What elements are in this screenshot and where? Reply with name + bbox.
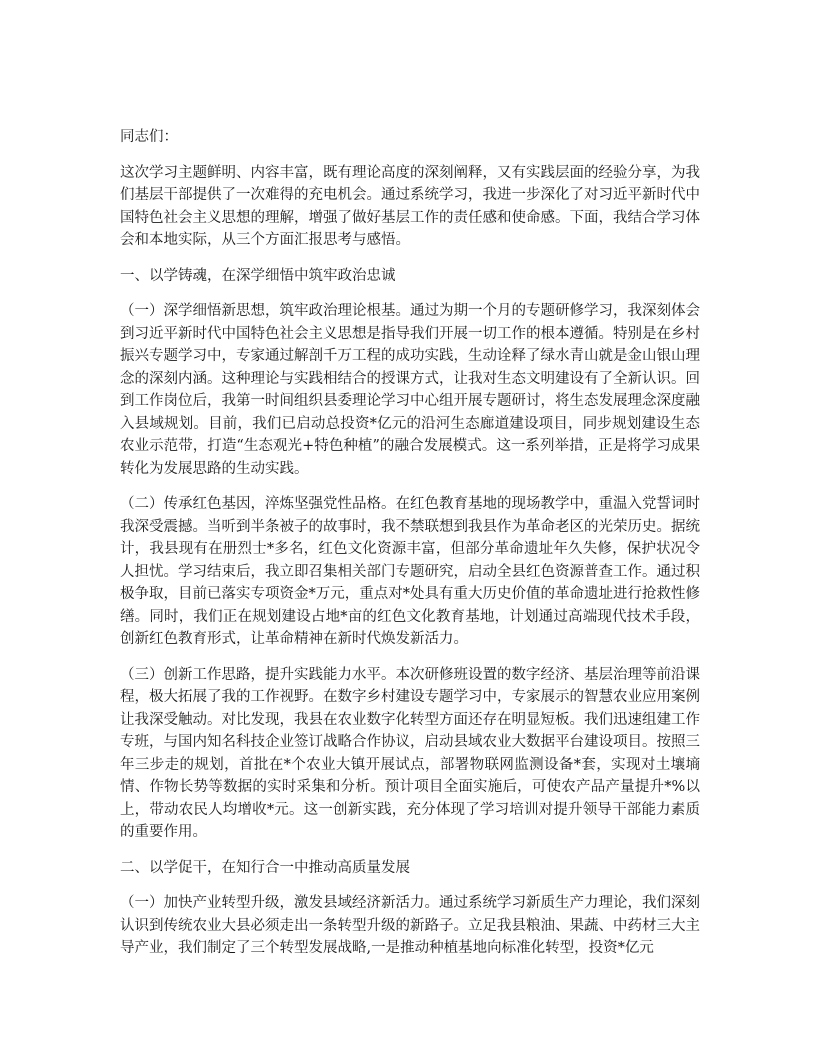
section-heading-2: 二、以学促干，在知行合一中推动高质量发展 [120, 859, 410, 876]
document-page [120, 126, 700, 973]
intro-paragraph: 这次学习主题鲜明、内容丰富，既有理论高度的深刻阐释，又有实践层面的经验分享，为我们基层干部提供了一次难得的充电机会。通过系统学习，我进一步深化了对习近平新时代中国特色社会主义思想的理解，增强了做好基层工作的责任感和使命感。下面，我结合学习体会和本地实际，从三个方面汇报思考与感悟。 [120, 164, 700, 248]
body-paragraph-1-2: （二）传承红色基因，淬炼坚强党性品格。在红色教育基地的现场教学中，重温入党誓词时我深受震撼。当听到半条被子的故事时，我不禁联想到我县作为革命老区的光荣历史。据统计，我县现有在册烈士*多名，红色文化资源丰富，但部分革命遗址年久失修，保护状况令人担忧。学习结束后，我立即召集相关部门专题研究，启动全县红色资源普查工作。通过积极争取，目前已落实专项资金*万元，重点对*处具有重大历史价值的革命遗址进行抢救性修缮。同时，我们正在规划建设占地*亩的红色文化教育基地，计划通过高端现代技术手段，创新红色教育形式，让革命精神在新时代焕发新活力。 [120, 496, 700, 647]
body-paragraph-1-3: （三）创新工作思路，提升实践能力水平。本次研修班设置的数字经济、基层治理等前沿课程，极大拓展了我的工作视野。在数字乡村建设专题学习中，专家展示的智慧农业应用案例让我深受触动。对比发现，我县在农业数字化转型方面还存在明显短板。我们迅速组建工作专班，与国内知名科技企业签订战略合作协议，启动县域农业大数据平台建设项目。按照三年三步走的规划，首批在*个农业大镇开展试点，部署物联网监测设备*套，实现对土壤墒情、作物长势等数据的实时采集和分析。预计项目全面实施后，可使农产品产量提升*%以上，带动农民人均增收*元。这一创新实践，充分体现了学习培训对提升领导干部能力素质的重要作用。 [120, 666, 700, 840]
section-heading-1: 一、以学铸魂，在深学细悟中筑牢政治忠诚 [120, 267, 396, 284]
salutation: 同志们： [120, 129, 178, 145]
body-paragraph-2-1: （一）加快产业转型升级，激发县域经济新活力。通过系统学习新质生产力理论，我们深刻认识到传统农业大县必须走出一条转型升级的新路子。立足我县粮油、果蔬、中药材三大主导产业，我们制定了三个转型发展战略,一是推动种植基地向标准化转型，投资*亿元 [120, 895, 700, 956]
body-paragraph-1-1: （一）深学细悟新思想，筑牢政治理论根基。通过为期一个月的专题研修学习，我深刻体会到习近平新时代中国特色社会主义思想是指导我们开展一切工作的根本遵循。特别是在乡村振兴专题学习中，专家通过解剖千万工程的成功实践，生动诠释了绿水青山就是金山银山理念的深刻内涵。这种理论与实践相结合的授课方式，让我对生态文明建设有了全新认识。回到工作岗位后，我第一时间组织县委理论学习中心组开展专题研讨，将生态发展理念深度融入县域规划。目前，我们已启动总投资*亿元的沿河生态廊道建设项目，同步规划建设生态农业示范带，打造“生态观光+特色种植”的融合发展模式。这一系列举措，正是将学习成果转化为发展思路的生动实践。 [120, 303, 700, 477]
